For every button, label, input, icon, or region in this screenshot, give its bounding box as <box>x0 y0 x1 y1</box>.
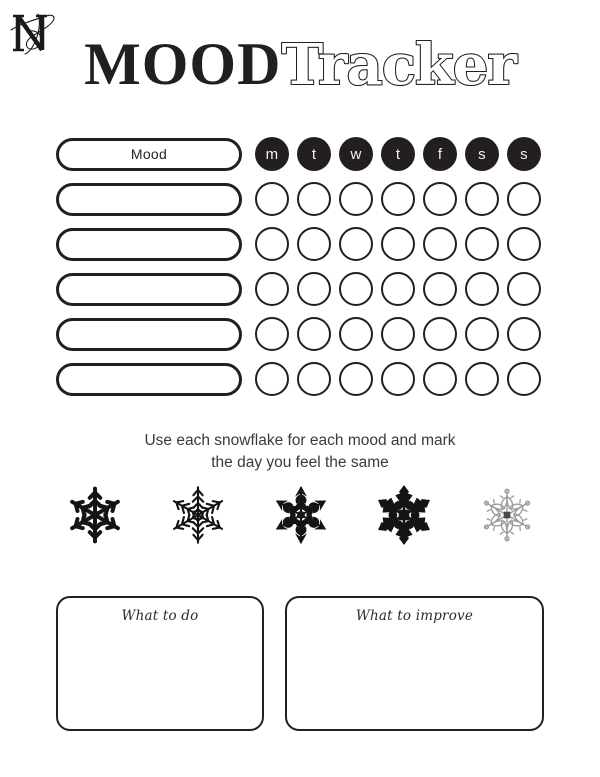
instruction-text <box>0 430 600 474</box>
day-label: t <box>395 145 401 163</box>
tracker-row <box>56 271 548 307</box>
mood-checkbox[interactable] <box>255 272 289 306</box>
mood-name-input[interactable] <box>56 363 242 396</box>
mood-checkbox[interactable] <box>465 272 499 306</box>
day-label: f <box>437 145 443 163</box>
day-label: m <box>265 145 279 163</box>
day-label: w <box>350 145 362 163</box>
snowflake-1-icon <box>62 482 128 548</box>
mood-checkbox[interactable] <box>297 362 331 396</box>
mood-checkbox[interactable] <box>297 317 331 351</box>
tracker-row <box>56 361 548 397</box>
day-header-t1 <box>297 137 331 171</box>
mood-checkbox[interactable] <box>381 317 415 351</box>
what-to-improve-title: What to improve <box>355 608 474 624</box>
day-header-t2 <box>381 137 415 171</box>
mood-checkbox[interactable] <box>507 317 541 351</box>
row-day-cells <box>255 272 549 306</box>
mood-checkbox[interactable] <box>423 227 457 261</box>
title-tracker: Tracker <box>281 32 516 98</box>
row-day-cells <box>255 317 549 351</box>
mood-name-input[interactable] <box>56 318 242 351</box>
mood-checkbox[interactable] <box>465 362 499 396</box>
mood-checkbox[interactable] <box>381 182 415 216</box>
mood-checkbox[interactable] <box>465 317 499 351</box>
snowflake-legend <box>62 482 540 548</box>
day-label: s <box>478 145 486 163</box>
snowflake-2-icon <box>165 482 231 548</box>
what-to-do-box[interactable] <box>56 596 264 731</box>
page-title <box>0 30 600 99</box>
row-day-cells <box>255 227 549 261</box>
mood-checkbox[interactable] <box>297 227 331 261</box>
mood-checkbox[interactable] <box>507 227 541 261</box>
day-header-w <box>339 137 373 171</box>
tracker-row <box>56 181 548 217</box>
mood-name-input[interactable] <box>56 183 242 216</box>
day-header-s2 <box>507 137 541 171</box>
what-to-improve-box[interactable] <box>285 596 544 731</box>
day-header-m <box>255 137 289 171</box>
mood-checkbox[interactable] <box>297 272 331 306</box>
mood-checkbox[interactable] <box>465 227 499 261</box>
tracker-row <box>56 226 548 262</box>
day-header-cells <box>255 137 549 171</box>
day-header-f <box>423 137 457 171</box>
instruction-line-1: Use each snowflake for each mood and mark <box>144 432 456 449</box>
mood-checkbox[interactable] <box>339 362 373 396</box>
mood-checkbox[interactable] <box>255 182 289 216</box>
tracker-header-row <box>56 136 548 172</box>
what-to-do-title: What to do <box>121 608 199 624</box>
title-mood: MOOD <box>84 31 282 97</box>
day-header-s1 <box>465 137 499 171</box>
mood-checkbox[interactable] <box>381 362 415 396</box>
mood-checkbox[interactable] <box>465 182 499 216</box>
mood-checkbox[interactable] <box>255 227 289 261</box>
snowflake-3-icon <box>268 482 334 548</box>
mood-checkbox[interactable] <box>507 182 541 216</box>
row-day-cells <box>255 182 549 216</box>
snowflake-5-icon <box>474 482 540 548</box>
mood-checkbox[interactable] <box>423 317 457 351</box>
day-label: t <box>311 145 317 163</box>
mood-checkbox[interactable] <box>381 227 415 261</box>
mood-checkbox[interactable] <box>423 362 457 396</box>
mood-checkbox[interactable] <box>507 362 541 396</box>
mood-checkbox[interactable] <box>423 182 457 216</box>
day-label: s <box>520 145 528 163</box>
tracker-row <box>56 316 548 352</box>
mood-header-pill <box>56 138 242 171</box>
mood-name-input[interactable] <box>56 228 242 261</box>
mood-checkbox[interactable] <box>255 362 289 396</box>
mood-header-label: Mood <box>130 146 168 162</box>
mood-checkbox[interactable] <box>339 317 373 351</box>
mood-checkbox[interactable] <box>255 317 289 351</box>
mood-checkbox[interactable] <box>423 272 457 306</box>
mood-checkbox[interactable] <box>297 182 331 216</box>
instruction-line-2: the day you feel the same <box>211 454 389 471</box>
row-day-cells <box>255 362 549 396</box>
mood-checkbox[interactable] <box>339 227 373 261</box>
mood-name-input[interactable] <box>56 273 242 306</box>
mood-checkbox[interactable] <box>381 272 415 306</box>
snowflake-4-icon <box>371 482 437 548</box>
mood-checkbox[interactable] <box>339 182 373 216</box>
mood-tracker-grid <box>56 136 548 406</box>
mood-checkbox[interactable] <box>507 272 541 306</box>
mood-checkbox[interactable] <box>339 272 373 306</box>
